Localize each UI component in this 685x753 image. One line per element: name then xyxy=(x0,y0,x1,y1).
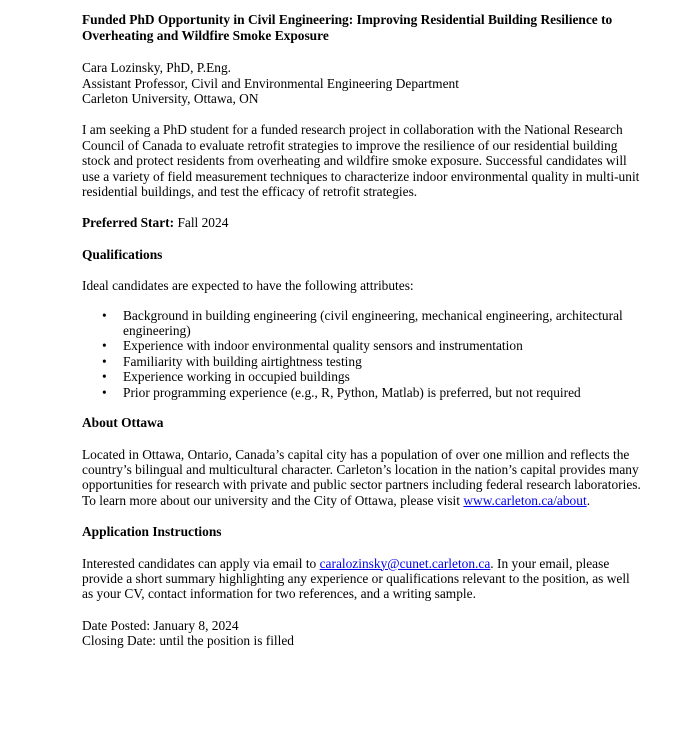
preferred-start-value: Fall 2024 xyxy=(177,215,229,231)
author-affiliation: Carleton University, Ottawa, ON xyxy=(82,91,259,106)
about-paragraph xyxy=(82,447,642,509)
carleton-about-link[interactable]: www.carleton.ca/about xyxy=(463,492,587,508)
preferred-start xyxy=(82,215,642,230)
qualifications-heading: Qualifications xyxy=(82,246,163,262)
bullet-icon: • xyxy=(102,353,107,369)
list-item-text: Experience working in occupied buildings xyxy=(123,369,350,385)
about-text: Located in Ottawa, Ontario, Canada’s capital city has a population of over one million and reflects the country’s bilingual and multicultural character. Carleton’s location in the nation’s capital provides many opportunities for research with private and public sector partners including federal research laboratories. To learn more about our university and the City of Ottawa, please visit xyxy=(82,446,641,508)
list-item-text: Experience with indoor environmental quality sensors and instrumentation xyxy=(123,338,523,354)
document-title: Funded PhD Opportunity in Civil Engineering: Improving Residential Building Resilience to Overheating and Wildfire Smoke Exposure xyxy=(82,12,613,43)
list-item xyxy=(82,354,642,369)
list-item-text: Familiarity with building airtightness testing xyxy=(123,353,362,369)
about-heading: About Ottawa xyxy=(82,415,164,431)
author-block xyxy=(82,60,642,106)
list-item xyxy=(82,385,642,400)
date-posted: Date Posted: January 8, 2024 xyxy=(82,617,239,633)
list-item xyxy=(82,308,642,339)
about-text-end: . xyxy=(586,492,591,508)
bullet-icon: • xyxy=(102,307,107,323)
application-text-end: . In your email, please provide a short summary highlighting any experience or qualifications relevant to the position, as well as your CV, contact information for two references, and a writing sample. xyxy=(82,555,630,602)
email-link[interactable]: caralozinsky@cunet.carleton.ca xyxy=(319,555,491,571)
list-item-text: Prior programming experience (e.g., R, Python, Matlab) is preferred, but not required xyxy=(123,384,581,400)
list-item xyxy=(82,369,642,384)
bullet-icon: • xyxy=(102,384,107,400)
preferred-start-label: Preferred Start: xyxy=(82,215,175,231)
document-page xyxy=(82,12,642,649)
list-item xyxy=(82,338,642,353)
application-paragraph xyxy=(82,556,642,602)
author-position: Assistant Professor, Civil and Environmental Engineering Department xyxy=(82,75,459,91)
bullet-icon: • xyxy=(102,369,107,385)
bullet-icon: • xyxy=(102,338,107,354)
closing-date: Closing Date: until the position is filled xyxy=(82,633,295,649)
application-text: Interested candidates can apply via email to xyxy=(82,555,320,571)
list-item-text: Background in building engineering (civil engineering, mechanical engineering, architectural engineering) xyxy=(123,307,623,339)
qualifications-lead: Ideal candidates are expected to have the following attributes: xyxy=(82,278,414,294)
qualifications-list xyxy=(82,308,642,400)
dates-block xyxy=(82,618,642,649)
application-heading: Application Instructions xyxy=(82,524,222,540)
author-name: Cara Lozinsky, PhD, P.Eng. xyxy=(82,60,232,76)
intro-paragraph: I am seeking a PhD student for a funded research project in collaboration with the National Research Council of Canada to evaluate retrofit strategies to improve the resilience of our residential building stock and protect residents from overheating and wildfire smoke exposure. Successful candidates will use a variety of field measurement techniques to characterize indoor environmental quality in multi-unit residential buildings, and test the efficacy of retrofit strategies. xyxy=(82,122,640,200)
